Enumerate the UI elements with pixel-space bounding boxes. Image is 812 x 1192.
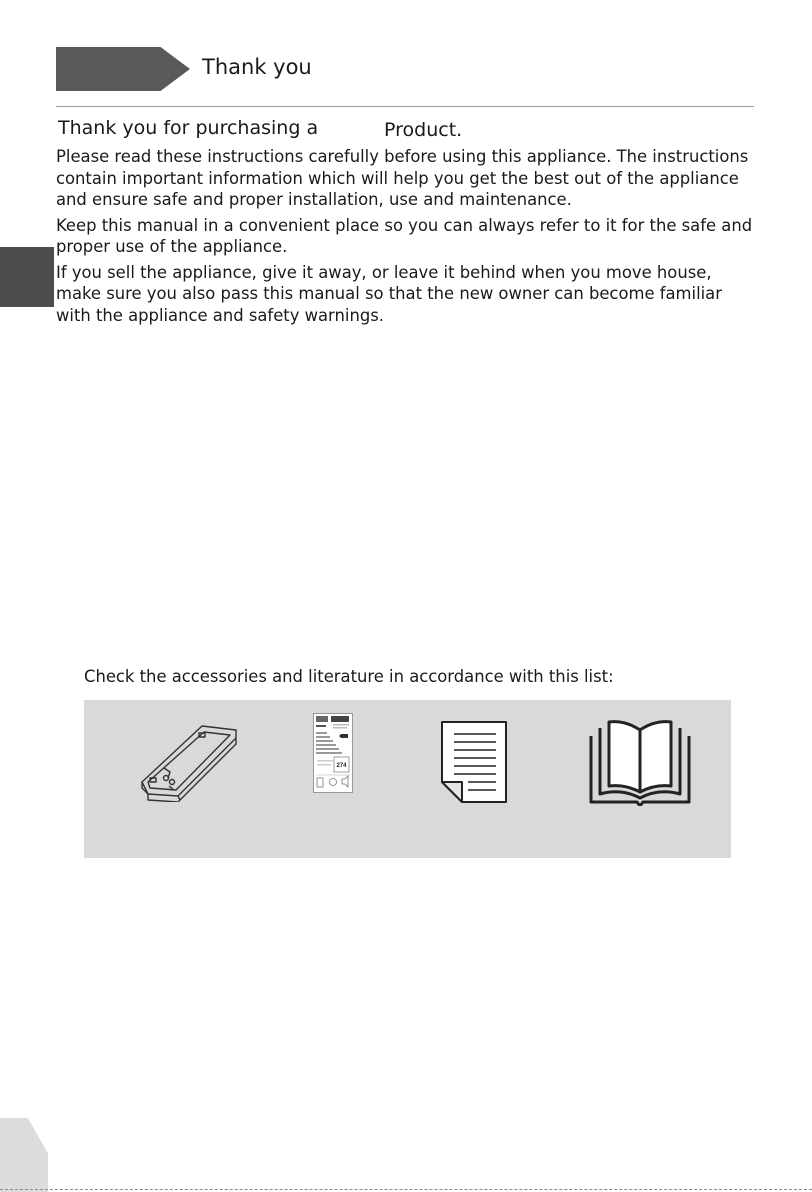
page-corner-tab xyxy=(0,1118,48,1192)
page-heading-start: Thank you for purchasing a xyxy=(58,117,319,139)
section-arrow-tab xyxy=(56,47,190,91)
intro-text xyxy=(56,146,758,330)
manual-book-icon xyxy=(589,718,691,806)
side-chapter-tab xyxy=(0,247,54,307)
energy-label-icon xyxy=(313,713,353,793)
tray-icon xyxy=(136,720,248,802)
header-divider xyxy=(56,106,754,107)
paragraph-pass-manual: If you sell the appliance, give it away, or leave it behind when you move house, make sure you also pass this manual so that the new owner can become familiar with the appliance and safety warnings. xyxy=(56,262,722,325)
section-title: Thank you xyxy=(202,55,312,79)
energy-label-value: 274 xyxy=(336,763,347,769)
accessories-panel xyxy=(84,700,731,858)
bottom-cut-line xyxy=(0,1189,812,1190)
paragraph-keep-manual: Keep this manual in a convenient place so you can always refer to it for the safe and proper use of the appliance. xyxy=(56,215,753,256)
accessories-intro: Check the accessories and literature in accordance with this list: xyxy=(84,667,614,686)
page-heading-end: Product. xyxy=(384,119,463,141)
paragraph-read-instructions: Please read these instructions carefully before using this appliance. The instructions contain important information which will help you get the best out of the appliance and ensure safe and proper installation, use and maintenance. xyxy=(56,147,749,209)
document-icon xyxy=(440,720,508,804)
